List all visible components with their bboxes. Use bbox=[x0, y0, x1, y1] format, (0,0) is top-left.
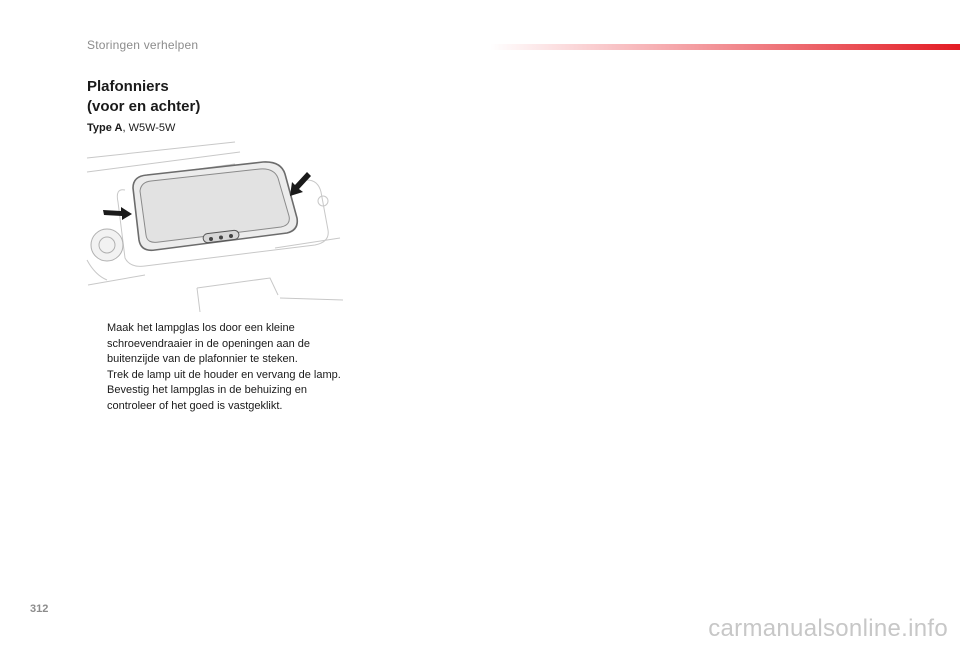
section-header: Storingen verhelpen bbox=[87, 38, 199, 52]
step-text: Maak het lampglas los door een kleine schroevendraaier in de openingen aan de buitenzijde van de plafonnier te steken. bbox=[107, 322, 311, 365]
instruction-list bbox=[87, 321, 342, 414]
list-item bbox=[87, 383, 342, 414]
bulb-type-label: Type A bbox=[87, 122, 123, 134]
page-title-line-1: Plafonniers bbox=[87, 78, 169, 95]
step-text: Bevestig het lampglas in de behuizing en controleer of het goed is vastgeklikt. bbox=[107, 384, 307, 412]
ceiling-light-illustration bbox=[85, 140, 343, 318]
header-accent-bar bbox=[490, 44, 960, 50]
bulb-type bbox=[87, 122, 175, 134]
page-title-line-2: (voor en achter) bbox=[87, 98, 201, 115]
list-item bbox=[87, 321, 342, 368]
page-number: 312 bbox=[30, 603, 49, 615]
bulb-type-value: , W5W-5W bbox=[122, 122, 176, 134]
list-item bbox=[87, 368, 342, 384]
page-title bbox=[87, 77, 200, 117]
step-text: Trek de lamp uit de houder en vervang de lamp. bbox=[107, 368, 341, 381]
watermark: carmanualsonline.info bbox=[708, 615, 948, 642]
